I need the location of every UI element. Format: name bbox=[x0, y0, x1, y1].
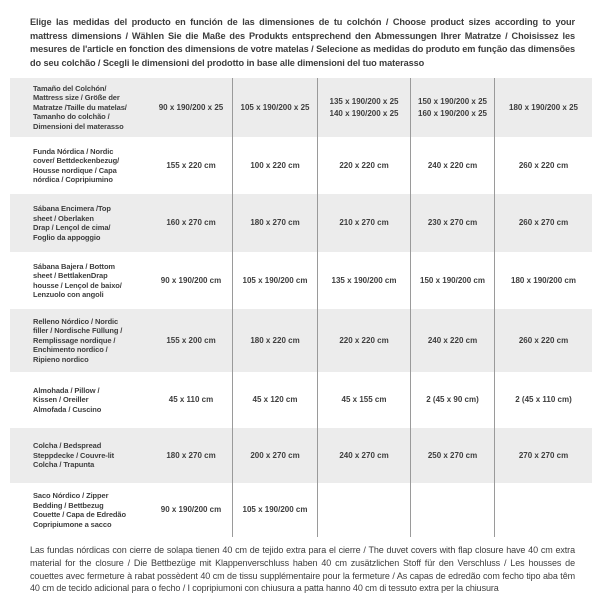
size-cell bbox=[410, 137, 494, 194]
size-cell bbox=[232, 137, 317, 194]
table-row-pillow bbox=[10, 372, 592, 428]
table-row-nordic-filler bbox=[10, 309, 592, 372]
size-value: 240 x 270 cm bbox=[339, 450, 389, 460]
size-cell bbox=[494, 137, 592, 194]
row-label-line: sheet / BettlakenDrap bbox=[33, 271, 108, 281]
size-cell bbox=[410, 372, 494, 428]
size-value: 240 x 220 cm bbox=[427, 160, 478, 170]
size-cell bbox=[494, 252, 592, 309]
size-value: 45 x 120 cm bbox=[252, 395, 298, 405]
size-value: 160 x 270 cm bbox=[166, 218, 216, 228]
size-cell bbox=[494, 372, 592, 428]
row-label bbox=[10, 372, 150, 428]
size-cell-empty bbox=[410, 483, 494, 537]
intro-text: Elige las medidas del producto en función de las dimensiones de tu colchón / Choose product sizes according to your mattress dimensions / Wählen Sie die Maße des Produkts entsprechend den Abmessungen Ihrer Matratze / Choisissez les mesures de l'article en fonction des dimensions de votre matelas / Selecione as medidas do produto em função das dimensões do seu colchão / Scegli le dimensioni del prodotto in base alle dimensioni del tuo materasso bbox=[30, 17, 575, 68]
size-cell bbox=[232, 78, 317, 137]
row-label-line: Sábana Bajera / Bottom bbox=[33, 261, 115, 271]
row-label-line: Tamanho do colchão / bbox=[33, 112, 110, 122]
row-label-line: Funda Nórdica / Nordic bbox=[33, 146, 114, 156]
size-value: 45 x 155 cm bbox=[341, 395, 387, 405]
table-row-zipper-bedding bbox=[10, 483, 592, 537]
size-guide-page bbox=[0, 16, 600, 595]
size-cell bbox=[494, 428, 592, 483]
size-value: 105 x 190/200 cm bbox=[242, 275, 308, 285]
row-label-line: Bedding / Bettbezug bbox=[33, 500, 104, 510]
row-label-line: Ripieno nordico bbox=[33, 354, 89, 364]
row-label-line: Dimensioni del materasso bbox=[33, 121, 124, 131]
row-label-line: Almohada / Pillow / bbox=[33, 385, 100, 395]
row-label-line: nórdica / Copripiumino bbox=[33, 175, 113, 185]
table-row-bedspread bbox=[10, 428, 592, 483]
row-label-line: Housse nordique / Capa bbox=[33, 165, 117, 175]
size-cell bbox=[232, 428, 317, 483]
size-cell bbox=[494, 78, 592, 137]
size-value: 180 x 270 cm bbox=[250, 218, 300, 228]
row-label-line: Foglio da appoggio bbox=[33, 232, 101, 242]
row-label-line: Enchimento nordico / bbox=[33, 345, 108, 355]
row-label bbox=[10, 483, 150, 537]
row-label-line: Lenzuolo con angoli bbox=[33, 290, 104, 300]
size-value: 240 x 220 cm bbox=[427, 335, 478, 345]
size-cell bbox=[150, 137, 232, 194]
size-value: 135 x 190/200 x 25 bbox=[329, 96, 399, 106]
row-label-line: Colcha / Bedspread bbox=[33, 441, 102, 451]
size-value: 260 x 220 cm bbox=[518, 160, 569, 170]
row-label-line: Almofada / Cuscino bbox=[33, 404, 102, 414]
size-cell bbox=[317, 309, 410, 372]
footnote-text: Las fundas nórdicas con cierre de solapa tienen 40 cm de tejido extra para el cierre / The duvet covers with flap closure have 40 cm extra material for the closure / Die Bettbezüge mit Klappenverschluss haben 40 cm zusätzlichen Stoff für den Verschluss / Les housses de couettes avec fermeture à rabat possèdent 40 cm de tissu supplémentaire pour la fermeture / As capas de edredão com fecho tipo aba têm 40 cm de tecido adicional para o fecho / I copripiumoni con chiusura a patta hanno 40 cm di tessuto extra per la chiusura bbox=[30, 545, 575, 594]
table-row-top-sheet bbox=[10, 194, 592, 252]
row-label bbox=[10, 309, 150, 372]
size-cell bbox=[317, 78, 410, 137]
size-cell bbox=[150, 309, 232, 372]
row-label-line: cover/ Bettdeckenbezug/ bbox=[33, 156, 120, 166]
size-table bbox=[10, 78, 592, 537]
size-value: 150 x 190/200 x 25 bbox=[418, 96, 487, 106]
size-cell bbox=[150, 372, 232, 428]
row-label-line: Sábana Encimera /Top bbox=[33, 204, 111, 214]
size-value: 260 x 270 cm bbox=[518, 218, 569, 228]
row-label bbox=[10, 428, 150, 483]
size-cell bbox=[232, 252, 317, 309]
size-cell bbox=[494, 309, 592, 372]
row-label-line: filler / Nordische Füllung / bbox=[33, 326, 123, 336]
row-label bbox=[10, 137, 150, 194]
size-value: 260 x 220 cm bbox=[518, 335, 569, 345]
size-cell bbox=[317, 372, 410, 428]
size-cell bbox=[150, 78, 232, 137]
size-cell bbox=[410, 78, 494, 137]
row-label-line: housse / Lençol de baixo/ bbox=[33, 280, 122, 290]
table-row-mattress-size bbox=[10, 78, 592, 137]
size-cell bbox=[232, 309, 317, 372]
size-value: 180 x 270 cm bbox=[166, 450, 216, 460]
size-cell bbox=[232, 372, 317, 428]
table-row-nordic-cover bbox=[10, 137, 592, 194]
size-cell bbox=[410, 309, 494, 372]
size-cell bbox=[232, 194, 317, 252]
size-cell bbox=[150, 483, 232, 537]
size-value: 220 x 220 cm bbox=[339, 335, 389, 345]
size-cell bbox=[150, 194, 232, 252]
size-cell bbox=[410, 194, 494, 252]
size-value: 250 x 270 cm bbox=[427, 450, 478, 460]
row-label-line: sheet / Oberlaken bbox=[33, 213, 94, 223]
size-value: 150 x 190/200 cm bbox=[420, 275, 485, 285]
size-cell-empty bbox=[317, 483, 410, 537]
row-label-line: Colcha / Trapunta bbox=[33, 460, 95, 470]
size-cell-empty bbox=[494, 483, 592, 537]
size-value: 2 (45 x 90 cm) bbox=[426, 395, 479, 405]
size-value: 45 x 110 cm bbox=[168, 395, 214, 405]
size-value: 90 x 190/200 x 25 bbox=[158, 102, 224, 112]
size-value: 220 x 220 cm bbox=[339, 160, 389, 170]
size-value: 160 x 190/200 x 25 bbox=[418, 108, 487, 118]
row-label-line: Saco Nórdico / Zipper bbox=[33, 491, 109, 501]
row-label-line: Drap / Lençol de cima/ bbox=[33, 223, 111, 233]
size-value: 100 x 220 cm bbox=[250, 160, 300, 170]
table-row-bottom-sheet bbox=[10, 252, 592, 309]
size-cell bbox=[317, 252, 410, 309]
row-label-line: Kissen / Oreiller bbox=[33, 395, 89, 405]
size-value: 180 x 190/200 cm bbox=[511, 275, 576, 285]
size-value: 135 x 190/200 cm bbox=[331, 275, 397, 285]
size-value: 210 x 270 cm bbox=[339, 218, 389, 228]
size-value: 90 x 190/200 cm bbox=[160, 275, 222, 285]
size-value: 2 (45 x 110 cm) bbox=[515, 395, 572, 405]
size-value: 180 x 220 cm bbox=[250, 335, 300, 345]
size-value: 140 x 190/200 x 25 bbox=[329, 108, 399, 118]
size-cell bbox=[232, 483, 317, 537]
size-cell bbox=[317, 194, 410, 252]
row-label-line: Couette / Capa de Edredão bbox=[33, 510, 126, 520]
row-label-line: Tamaño del Colchón/ bbox=[33, 83, 107, 93]
row-label-line: Mattress size / Größe der bbox=[33, 93, 120, 103]
size-value: 155 x 200 cm bbox=[166, 335, 216, 345]
row-label-line: Relleno Nórdico / Nordic bbox=[33, 316, 119, 326]
row-label-line: Matratze /Taille du matelas/ bbox=[33, 102, 127, 112]
row-label bbox=[10, 252, 150, 309]
size-cell bbox=[150, 428, 232, 483]
size-value: 155 x 220 cm bbox=[166, 160, 216, 170]
size-cell bbox=[410, 252, 494, 309]
row-label-line: Remplissage nordique / bbox=[33, 335, 116, 345]
size-cell bbox=[150, 252, 232, 309]
size-cell bbox=[317, 137, 410, 194]
size-value: 180 x 190/200 x 25 bbox=[509, 102, 578, 112]
row-label-line: Steppdecke / Couvre-lit bbox=[33, 450, 115, 460]
row-label bbox=[10, 194, 150, 252]
size-cell bbox=[494, 194, 592, 252]
size-cell bbox=[317, 428, 410, 483]
size-value: 270 x 270 cm bbox=[518, 450, 569, 460]
row-label bbox=[10, 78, 150, 137]
row-label-line: Copripiumone a sacco bbox=[33, 519, 112, 529]
size-value: 230 x 270 cm bbox=[427, 218, 478, 228]
size-value: 90 x 190/200 cm bbox=[160, 505, 222, 515]
size-value: 200 x 270 cm bbox=[250, 450, 300, 460]
size-cell bbox=[410, 428, 494, 483]
size-value: 105 x 190/200 x 25 bbox=[240, 102, 310, 112]
size-value: 105 x 190/200 cm bbox=[242, 505, 308, 515]
